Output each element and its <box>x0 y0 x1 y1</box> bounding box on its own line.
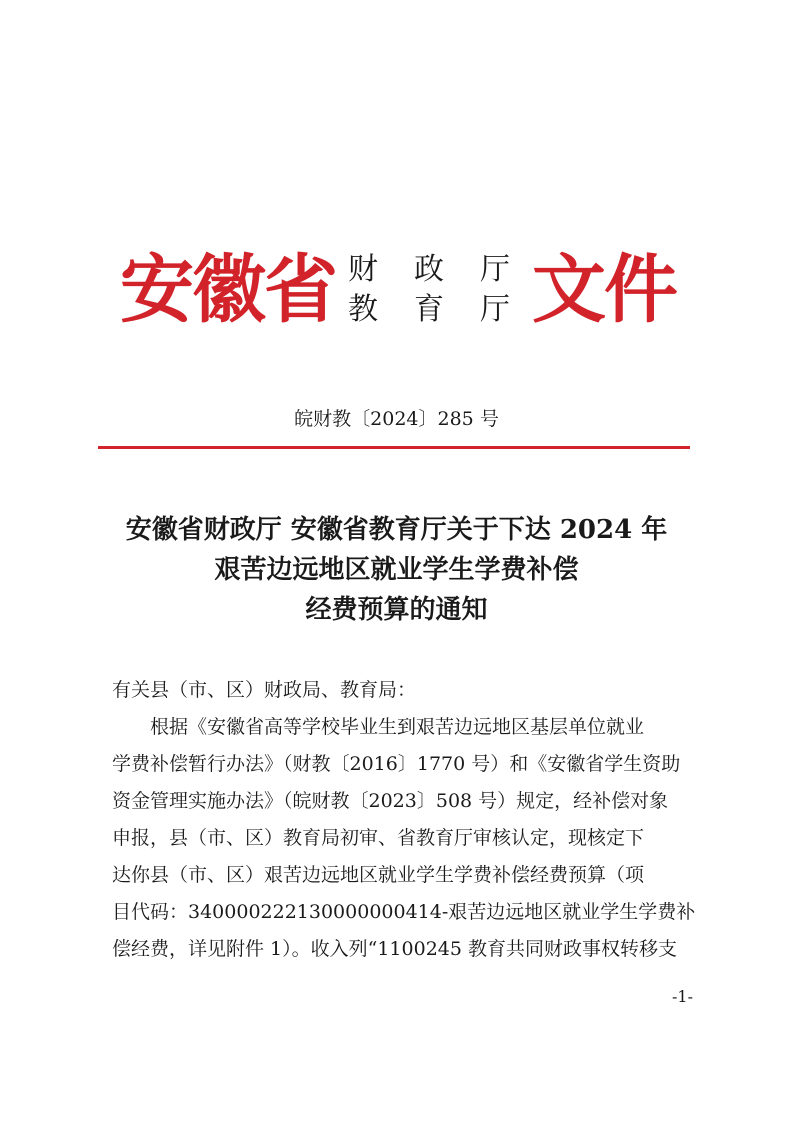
title-line-1: 安徽省财政厅 安徽省教育厅关于下达 2024 年 <box>125 515 668 545</box>
masthead-dept-finance: 财政厅 <box>348 252 546 287</box>
page-number: -1- <box>672 987 693 1006</box>
body-line-3: 资金管理实施办法》（皖财教〔2023〕508 号）规定，经补偿对象 <box>112 790 669 812</box>
body-line-4: 申报，县（市、区）教育局初审、省教育厅审核认定，现核定下 <box>112 827 645 849</box>
title-line-3: 经费预算的通知 <box>305 595 488 625</box>
document-number: 皖财教〔2024〕285 号 <box>294 408 499 430</box>
body-line-7: 偿经费，详见附件 1）。收入列“1100245 教育共同财政事权转移支 <box>112 938 678 960</box>
body-line-2: 学费补偿暂行办法》（财教〔2016〕1770 号）和《安徽省学生资助 <box>112 753 681 775</box>
body-line-6: 目代码：340000222130000000414-艰苦边远地区就业学生学费补 <box>112 901 696 923</box>
red-divider-line <box>98 446 690 449</box>
title-line-2: 艰苦边远地区就业学生学费补偿 <box>214 555 579 585</box>
body-line-1: 根据《安徽省高等学校毕业生到艰苦边远地区基层单位就业 <box>150 716 645 738</box>
body-line-5: 达你县（市、区）艰苦边远地区就业学生学费补偿经费预算（项 <box>112 864 645 886</box>
masthead-departments <box>348 250 548 330</box>
addressee: 有关县（市、区）财政局、教育局： <box>112 679 417 701</box>
masthead <box>120 240 680 340</box>
masthead-doc-word: 文件 <box>532 247 676 333</box>
masthead-province: 安徽省 <box>120 247 336 333</box>
document-body <box>112 672 696 968</box>
masthead-dept-education: 教育厅 <box>348 292 546 327</box>
document-title <box>70 510 723 630</box>
